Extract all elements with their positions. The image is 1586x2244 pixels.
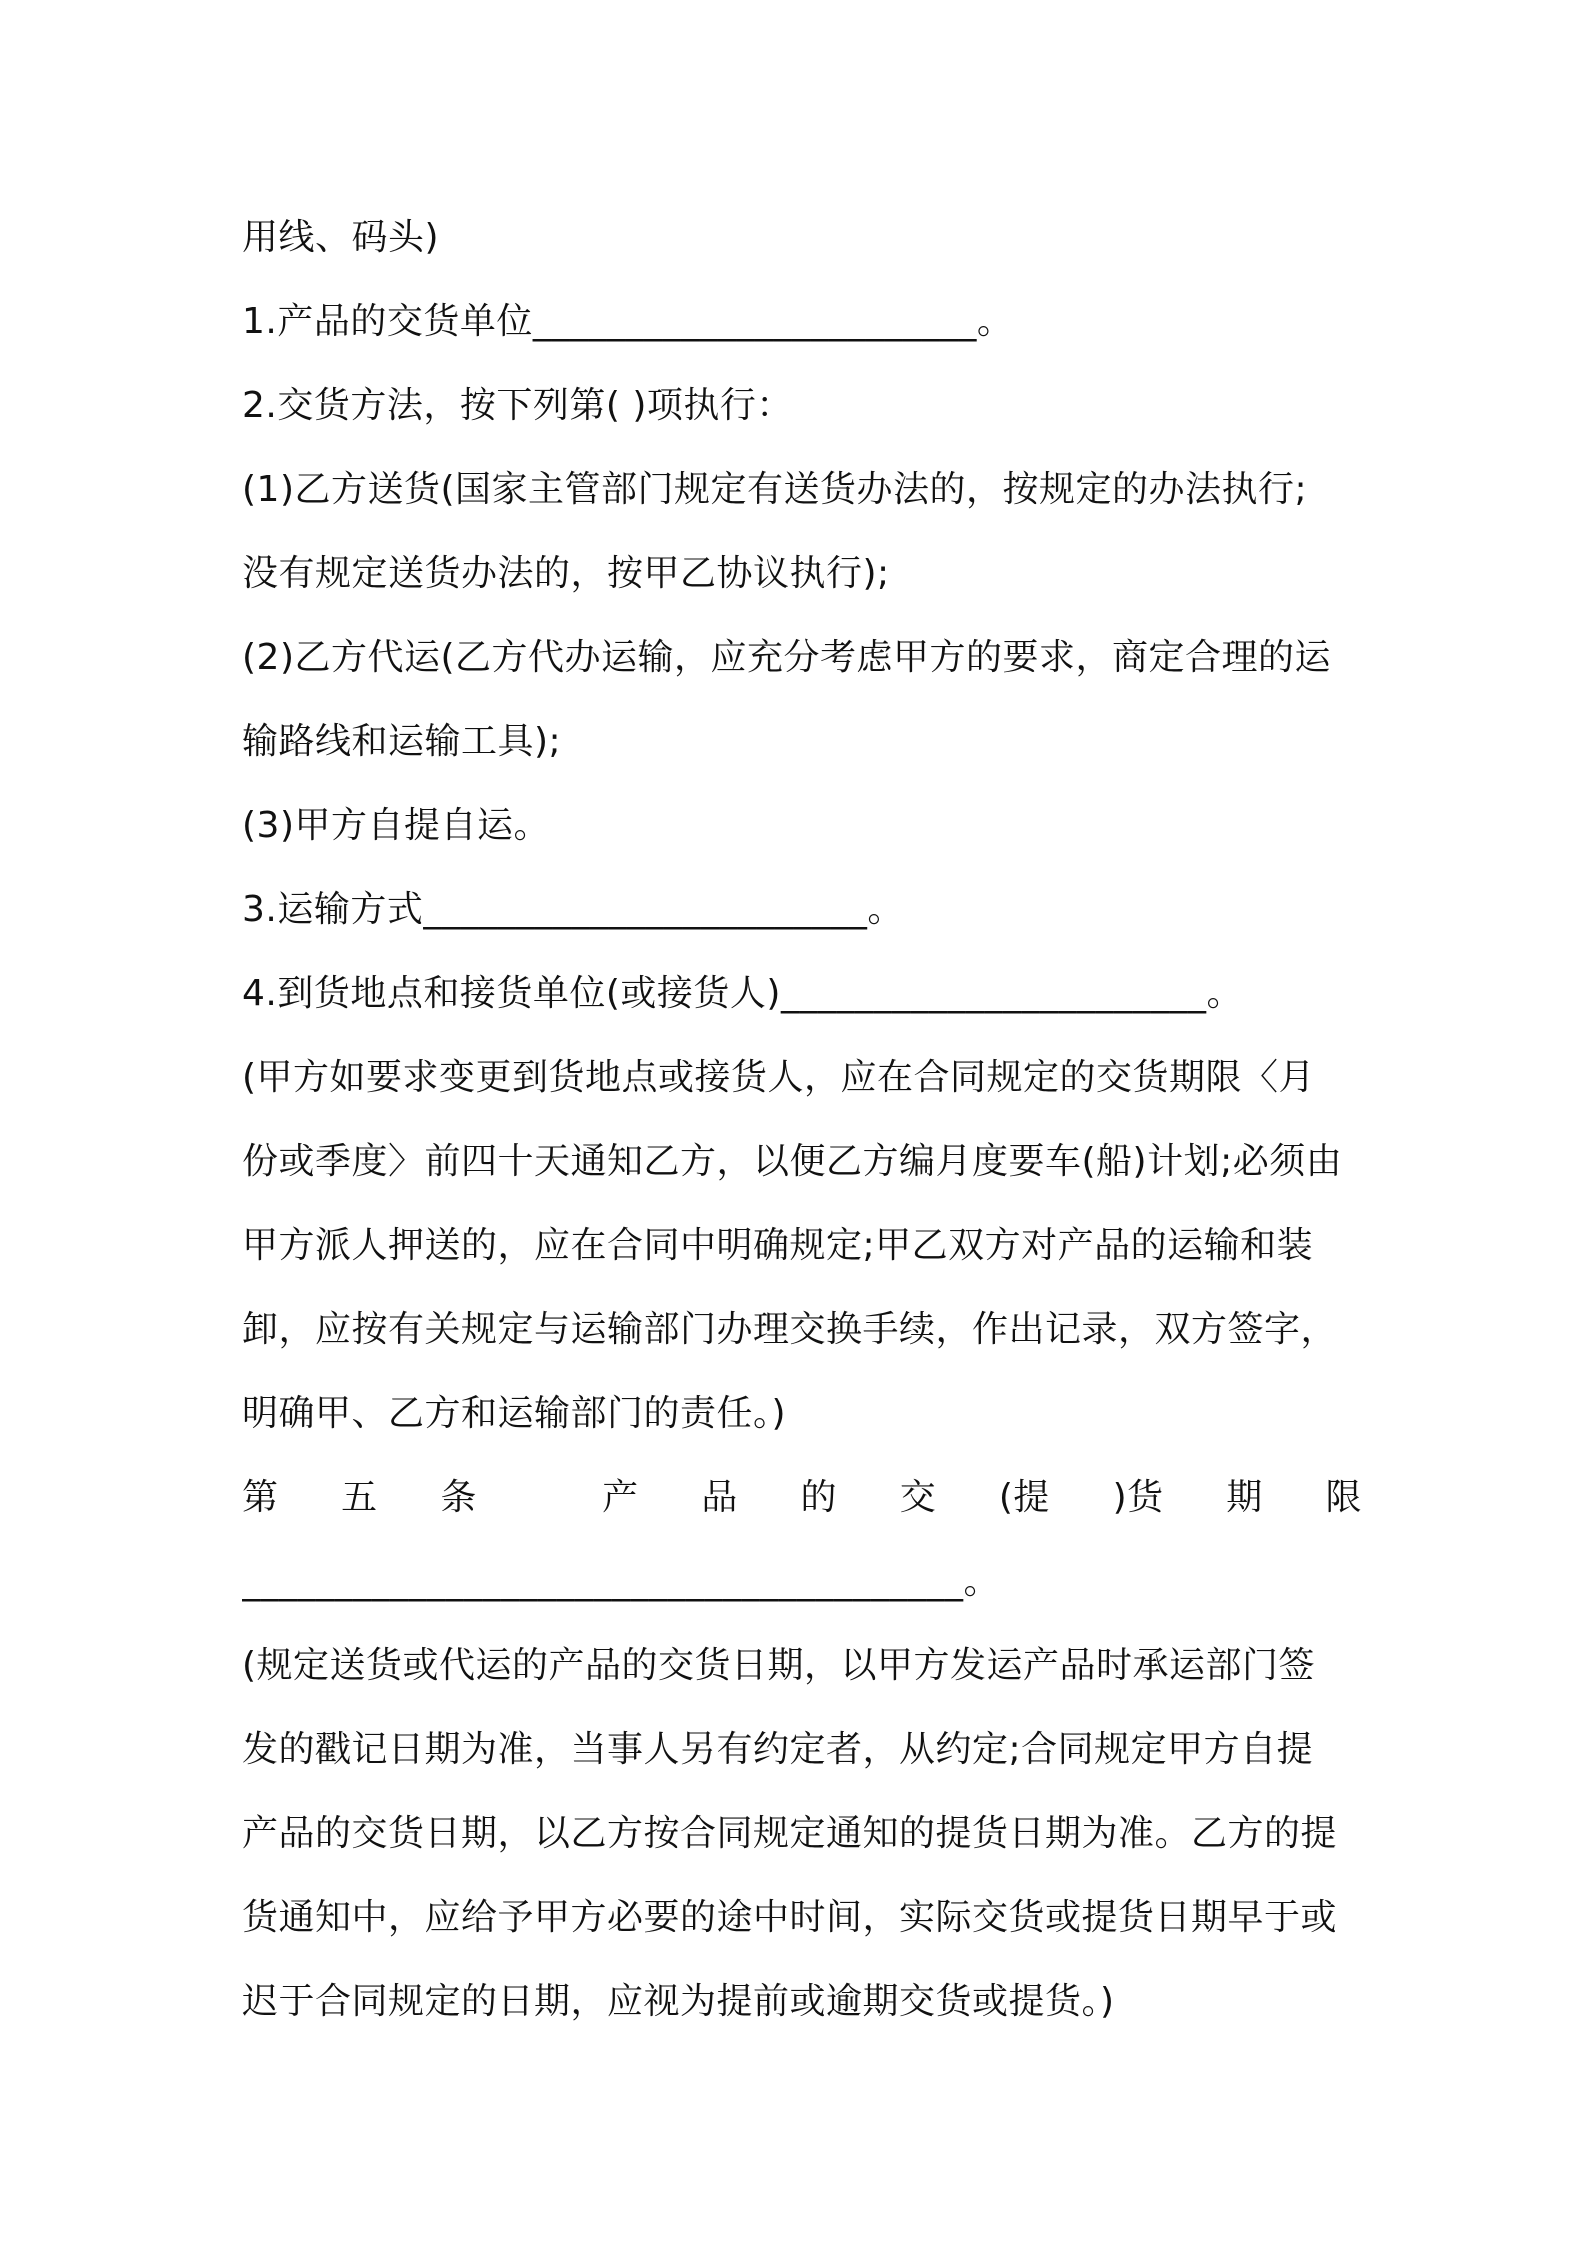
text-line: (规定送货或代运的产品的交货日期，以甲方发运产品时承运部门签	[242, 1645, 1316, 1686]
article-5-blank: _______________________________________。	[242, 1561, 1000, 1602]
text-line: 没有规定送货办法的，按甲乙协议执行);	[242, 553, 890, 594]
article-5-word: 条	[440, 1477, 477, 1518]
article-5-heading	[242, 1456, 1362, 1540]
text-line: (3)甲方自提自运。	[242, 805, 550, 846]
text-line: 甲方派人押送的，应在合同中明确规定;甲乙双方对产品的运输和装	[242, 1225, 1314, 1266]
text-line: 迟于合同规定的日期，应视为提前或逾期交货或提货。)	[242, 1981, 1115, 2022]
text-line: 货通知中，应给予甲方必要的途中时间，实际交货或提货日期早于或	[242, 1897, 1338, 1938]
text-line: 发的戳记日期为准，当事人另有约定者，从约定;合同规定甲方自提	[242, 1729, 1314, 1770]
article-5-word: 五	[341, 1477, 378, 1518]
text-line: 产品的交货日期，以乙方按合同规定通知的提货日期为准。乙方的提	[242, 1813, 1338, 1854]
text-line: 3.运输方式________________________。	[242, 889, 904, 930]
text-line: (1)乙方送货(国家主管部门规定有送货办法的，按规定的办法执行;	[242, 469, 1308, 510]
article-5-word: (提	[998, 1477, 1050, 1518]
text-line: 卸，应按有关规定与运输部门办理交换手续，作出记录，双方签字，	[242, 1309, 1338, 1350]
text-line: 用线、码头)	[242, 217, 440, 258]
article-5-word: 期	[1226, 1477, 1263, 1518]
text-line: (甲方如要求变更到货地点或接货人，应在合同规定的交货期限〈月	[242, 1057, 1316, 1098]
text-line: 1.产品的交货单位________________________。	[242, 301, 1014, 342]
text-line: 4.到货地点和接货单位(或接货人)_______________________。	[242, 973, 1243, 1014]
text-line: 份或季度〉前四十天通知乙方，以便乙方编月度要车(船)计划;必须由	[242, 1141, 1343, 1182]
article-5-word: 限	[1325, 1477, 1362, 1518]
document-body	[242, 196, 1362, 2044]
article-5-word: 品	[701, 1477, 738, 1518]
article-5-word: 的	[800, 1477, 838, 1518]
text-line: (2)乙方代运(乙方代办运输，应充分考虑甲方的要求，商定合理的运	[242, 637, 1332, 678]
text-line: 明确甲、乙方和运输部门的责任。)	[242, 1393, 787, 1434]
article-5-word: 交	[899, 1477, 937, 1518]
text-line: 2.交货方法，按下列第( )项执行：	[242, 385, 793, 426]
article-5-word: )货	[1112, 1477, 1164, 1518]
article-5-word: 产	[602, 1477, 639, 1518]
text-line: 输路线和运输工具);	[242, 721, 562, 762]
article-5-word: 第	[242, 1477, 279, 1518]
